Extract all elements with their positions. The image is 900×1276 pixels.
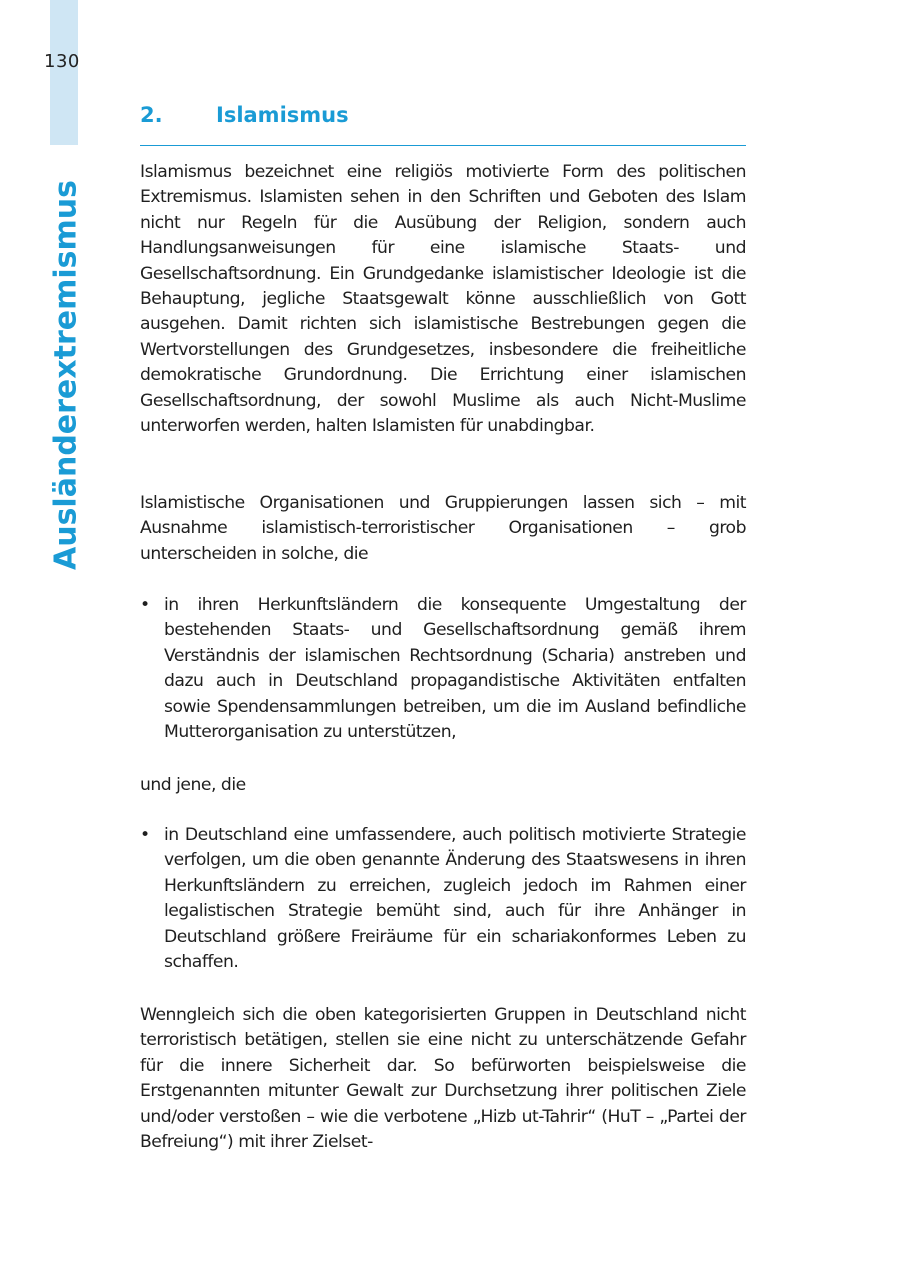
chapter-title-vertical: Ausländerextremismus <box>48 180 84 570</box>
page-number: 130 <box>44 51 80 72</box>
bullet-marker: • <box>140 825 151 845</box>
section-title: Islamismus <box>216 103 349 127</box>
bullet-item-1 <box>140 593 746 745</box>
chapter-tab <box>50 0 78 145</box>
paragraph-conclusion: Wenngleich sich die oben kategorisierten Gruppen in Deutschland nicht terroristisch betätigen, stellen sie eine nicht zu unterschätzende Gefahr für die innere Sicherheit dar. So befürworten beispielsweise die Erstgenannten mitunter Gewalt zur Durchsetzung ihrer politischen Ziele und/oder verstoßen – wie die verbotene „Hizb ut-Tahrir“ (HuT – „Partei der Befreiung“) mit ihrer Zielset- <box>140 1005 746 1153</box>
paragraph-intro: Islamismus bezeichnet eine religiös motivierte Form des politischen Extremismus. Islamisten sehen in den Schriften und Geboten des Islam nicht nur Regeln für die Ausübung der Religion, sondern auch Handlungsanweisungen für eine islamische Staats- und Gesellschaftsordnung. Ein Grundgedanke islamistischer Ideologie ist die Behauptung, jegliche Staatsgewalt könne ausschließlich von Gott ausgehen. Damit richten sich islamistische Bestrebungen gegen die Wertvorstellungen des Grundgesetzes, insbesondere die freiheitliche demokratische Grundordnung. Die Errichtung einer islamischen Gesellschaftsordnung, der sowohl Muslime als auch Nicht-Muslime unterworfen werden, halten Islamisten für unabdingbar. <box>140 162 746 437</box>
bullet-item-2 <box>140 823 746 975</box>
section-number: 2. <box>140 103 163 127</box>
paragraph-transition: und jene, die <box>140 775 246 795</box>
bullet-text: in ihren Herkunftsländern die konsequente Umgestaltung der bestehenden Staats- und Gesellschaftsordnung gemäß ihrem Verständnis der islamischen Rechtsordnung (Scharia) anstreben und dazu auch in Deutschland propagandistische Aktivitäten entfalten sowie Spendensammlungen betreiben, um die im Ausland befindliche Mutterorganisation zu unterstützen, <box>164 595 746 743</box>
paragraph-organisations: Islamistische Organisationen und Gruppierungen lassen sich – mit Ausnahme islamistisch-terroristischer Organisationen – grob unterscheiden in solche, die <box>140 493 746 564</box>
bullet-marker: • <box>140 595 151 615</box>
section-heading <box>140 103 746 127</box>
bullet-text: in Deutschland eine umfassendere, auch politisch motivierte Strategie verfolgen, um die oben genannte Änderung des Staatswesens in ihren Herkunftsländern zu erreichen, zugleich jedoch im Rahmen einer legalistischen Strategie bemüht sind, auch für ihre Anhänger in Deutschland größere Freiräume für ein schariakonformes Leben zu schaffen. <box>164 825 746 973</box>
heading-rule <box>140 145 746 146</box>
